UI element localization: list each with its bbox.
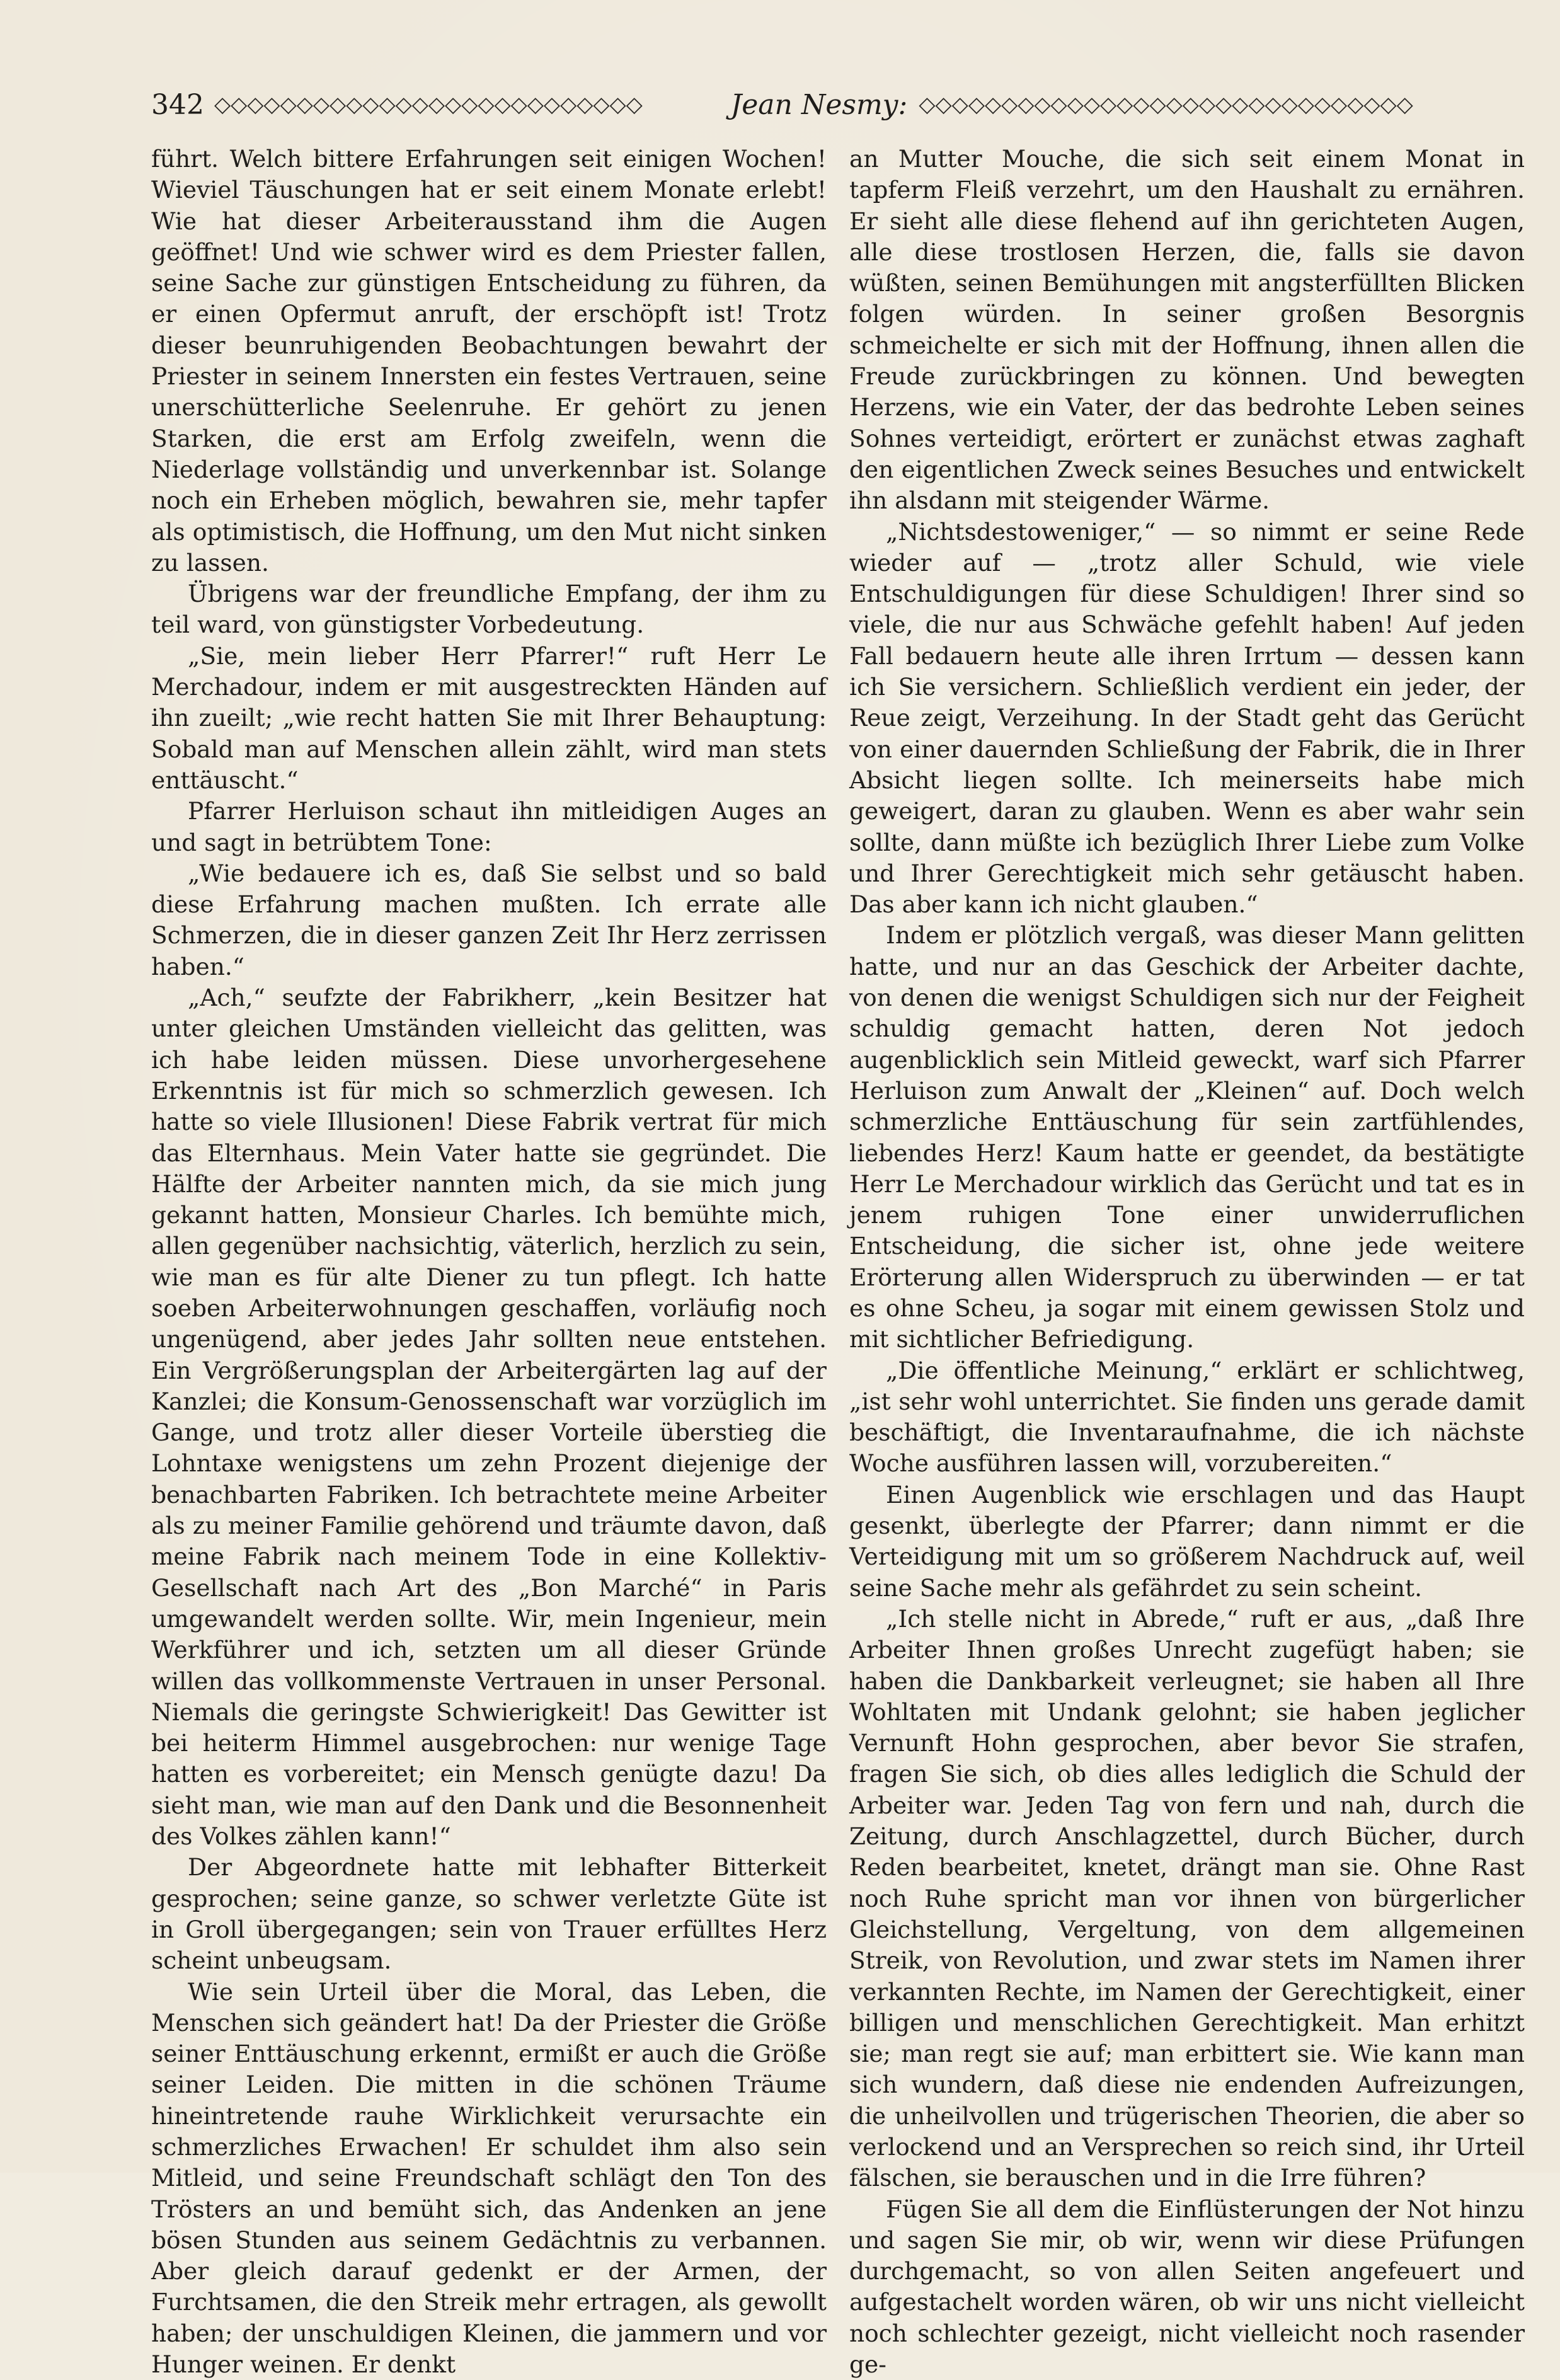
paragraph: Der Abgeordnete hatte mit lebhafter Bitterkeit gesprochen; seine ganze, so schwer verletzte Güte ist in Groll übergegangen; sein von Trauer erfülltes Herz scheint unbeugsam.: [151, 1853, 827, 1975]
paragraph: „Ich stelle nicht in Abrede,“ ruft er aus, „daß Ihre Arbeiter Ihnen großes Unrecht zugefügt haben; sie haben die Dankbarkeit verleugnet; sie haben all Ihre Wohltaten mit Undank gelohnt; sie haben jeglicher Vernunft Hohn gesprochen, aber bevor Sie strafen, fragen Sie sich, ob dies alles lediglich die Schuld der Arbeiter war. Jeden Tag von fern und nah, durch die Zeitung, durch Anschlagzettel, durch Bücher, durch Reden bearbeitet, knetet, drängt man sie. Ohne Rast noch Ruhe spricht man vor ihnen von bürgerlicher Gleichstellung, Vergeltung, von dem allgemeinen Streik, von Revolution, und zwar stets im Namen ihrer verkannten Rechte, im Namen der Gerechtigkeit, einer billigen und menschlichen Gerechtigkeit. Man erhitzt sie; man regt sie auf; man erbittert sie. Wie kann man sich wundern, daß diese nie endenden Aufreizungen, die unheilvollen und trügerischen Theorien, die aber so verlockend und an Versprechen so reich sind, ihr Urteil fälschen, sie berauschen und in die Irre führen?: [849, 1604, 1525, 2192]
paragraph: Übrigens war der freundliche Empfang, der ihm zu teil ward, von günstigster Vorbedeutung.: [151, 580, 827, 639]
running-header: [151, 86, 1424, 124]
paragraph: „Nichtsdestoweniger,“ — so nimmt er seine Rede wieder auf — „trotz aller Schuld, wie viele Entschuldigungen für diese Schuldigen! Ihrer sind so viele, die nur aus Schwäche gefehlt haben! Auf jeden Fall bedauern heute alle ihren Irrtum — dessen kann ich Sie versichern. Schließlich verdient ein jeder, der Reue zeigt, Verzeihung. In der Stadt geht das Gerücht von einer dauernden Schließung der Fabrik, die in Ihrer Absicht liegen sollte. Ich meinerseits habe mich geweigert, daran zu glauben. Wenn es aber wahr sein sollte, dann müßte ich bezüglich Ihrer Liebe zum Volke und Ihrer Gerechtigkeit mich sehr getäuscht haben. Das aber kann ich nicht glauben.“: [849, 517, 1525, 919]
paragraph: Indem er plötzlich vergaß, was dieser Mann gelitten hatte, und nur an das Geschick der Arbeiter dachte, von denen die wenigst Schuldigen sich nur der Feigheit schuldig gemacht hatten, deren Not jedoch augenblicklich sein Mitleid geweckt, warf sich Pfarrer Herluison zum Anwalt der „Kleinen“ auf. Doch welch schmerzliche Enttäuschung für sein zartfühlendes, liebendes Herz! Kaum hatte er geendet, da bestätigte Herr Le Merchadour wirklich das Gerücht und tat es in jenem ruhigen Tone einer unwiderruflichen Entscheidung, die sicher ist, ohne jede weitere Erörterung allen Widerspruch zu überwinden — er tat es ohne Scheu, ja sogar mit einem gewissen Stolz und mit sichtlicher Befriedigung.: [849, 921, 1525, 1354]
paragraph: „Sie, mein lieber Herr Pfarrer!“ ruft Herr Le Merchadour, indem er mit ausgestreckten Händen auf ihn zueilt; „wie recht hatten Sie mit Ihrer Behauptung: Sobald man auf Menschen allein zählt, wird man stets enttäuscht.“: [151, 641, 827, 794]
paragraph: Fügen Sie all dem die Einflüsterungen der Not hinzu und sagen Sie mir, ob wir, wenn wir diese Prüfungen durchgemacht, so von allen Seiten angefeuert und aufgestachelt worden wären, ob wir uns nicht vielleicht noch schlechter gezeigt, nicht vielleicht noch rasender ge-: [849, 2195, 1525, 2379]
running-head-title: Jean Nesmy:: [730, 88, 908, 121]
paragraph: Pfarrer Herluison schaut ihn mitleidigen Auges an und sagt in betrübtem Tone:: [151, 797, 827, 856]
left-column: [151, 144, 827, 2380]
right-column: [849, 144, 1525, 2380]
paragraph: Wie sein Urteil über die Moral, das Leben, die Menschen sich geändert hat! Da der Priester die Größe seiner Enttäuschung erkennt, ermißt er auch die Größe seiner Leiden. Die mitten in die schönen Träume hineintretende rauhe Wirklichkeit verursachte ein schmerzliches Erwachen! Er schuldet ihm also sein Mitleid, und seine Freundschaft schlägt den Ton des Trösters an und bemüht sich, das Andenken an jene bösen Stunden aus seinem Gedächtnis zu verbannen. Aber gleich darauf gedenkt er der Armen, der Furchtsamen, die den Streik mehr ertragen, als gewollt haben; der unschuldigen Kleinen, die jammern und vor Hunger weinen. Er denkt: [151, 1977, 827, 2379]
paragraph: Einen Augenblick wie erschlagen und das Haupt gesenkt, überlegte der Pfarrer; dann nimmt er die Verteidigung mit um so größerem Nachdruck auf, weil seine Sache mehr als gefährdet zu sein scheint.: [849, 1480, 1525, 1602]
paragraph: „Wie bedauere ich es, daß Sie selbst und so bald diese Erfahrung machen mußten. Ich errate alle Schmerzen, die in dieser ganzen Zeit Ihr Herz zerrissen haben.“: [151, 859, 827, 980]
page-number: 342: [151, 88, 204, 121]
paragraph: „Die öffentliche Meinung,“ erklärt er schlichtweg, „ist sehr wohl unterrichtet. Sie finden uns gerade damit beschäftigt, die Inventaraufnahme, die ich nächste Woche ausführen lassen will, vorzubereiten.“: [849, 1356, 1525, 1478]
ornament-rule-left: ◇◇◇◇◇◇◇◇◇◇◇◇◇◇◇◇◇◇◇◇◇◇◇◇◇◇: [214, 92, 643, 117]
paragraph: „Ach,“ seufzte der Fabrikherr, „kein Besitzer hat unter gleichen Umständen vielleicht das gelitten, was ich habe leiden müssen. Diese unvorhergesehene Erkenntnis ist für mich so schmerzlich gewesen. Ich hatte so viele Illusionen! Diese Fabrik vertrat für mich das Elternhaus. Mein Vater hatte sie gegründet. Die Hälfte der Arbeiter nannten mich, da sie mich jung gekannt hatten, Monsieur Charles. Ich bemühte mich, allen gegenüber nachsichtig, väterlich, herzlich zu sein, wie man es für alte Diener zu tun pflegt. Ich hatte soeben Arbeiterwohnungen geschaffen, vorläufig noch ungenügend, aber jedes Jahr sollten neue entstehen. Ein Vergrößerungsplan der Arbeitergärten lag auf der Kanzlei; die Konsum-Genossenschaft war vorzüglich im Gange, und trotz aller dieser Vorteile überstieg die Lohntaxe wenigstens um zehn Prozent diejenige der benachbarten Fabriken. Ich betrachtete meine Arbeiter als zu meiner Familie gehörend und träumte davon, daß meine Fabrik nach meinem Tode in eine Kollektiv-Gesellschaft nach Art des „Bon Marché“ in Paris umgewandelt werden sollte. Wir, mein Ingenieur, mein Werkführer und ich, setzten um all dieser Gründe willen das vollkommenste Vertrauen in unser Personal. Niemals die geringste Schwierigkeit! Das Gewitter ist bei heiterm Himmel ausgebrochen: nur wenige Tage hatten es vorbereitet; ein Mensch genügte dazu! Da sieht man, wie man auf den Dank und die Besonnenheit des Volkes zählen kann!“: [151, 984, 827, 1851]
paragraph: an Mutter Mouche, die sich seit einem Monat in tapferm Fleiß verzehrt, um den Haushalt zu ernähren. Er sieht alle diese flehend auf ihn gerichteten Augen, alle diese trostlosen Herzen, die, falls sie davon wüßten, seinen Bemühungen mit angsterfüllten Blicken folgen würden. In seiner großen Besorgnis schmeichelte er sich mit der Hoffnung, ihnen allen die Freude zurückbringen zu können. Und bewegten Herzens, wie ein Vater, der das bedrohte Leben seines Sohnes verteidigt, erörtert er zunächst etwas zaghaft den eigentlichen Zweck seines Besuches und entwickelt ihn alsdann mit steigender Wärme.: [849, 145, 1525, 515]
ornament-rule-right: ◇◇◇◇◇◇◇◇◇◇◇◇◇◇◇◇◇◇◇◇◇◇◇◇◇◇◇◇◇◇: [919, 92, 1413, 117]
paragraph: führt. Welch bittere Erfahrungen seit einigen Wochen! Wieviel Täuschungen hat er seit einem Monate erlebt! Wie hat dieser Arbeiterausstand ihm die Augen geöffnet! Und wie schwer wird es dem Priester fallen, seine Sache zur günstigen Entscheidung zu führen, da er einen Opfermut anruft, der erschöpft ist! Trotz dieser beunruhigenden Beobachtungen bewahrt der Priester in seinem Innersten ein festes Vertrauen, seine unerschütterliche Seelenruhe. Er gehört zu jenen Starken, die erst am Erfolg zweifeln, wenn die Niederlage vollständig und unverkennbar ist. Solange noch ein Erheben möglich, bewahren sie, mehr tapfer als optimistisch, die Hoffnung, um den Mut nicht sinken zu lassen.: [151, 145, 827, 577]
